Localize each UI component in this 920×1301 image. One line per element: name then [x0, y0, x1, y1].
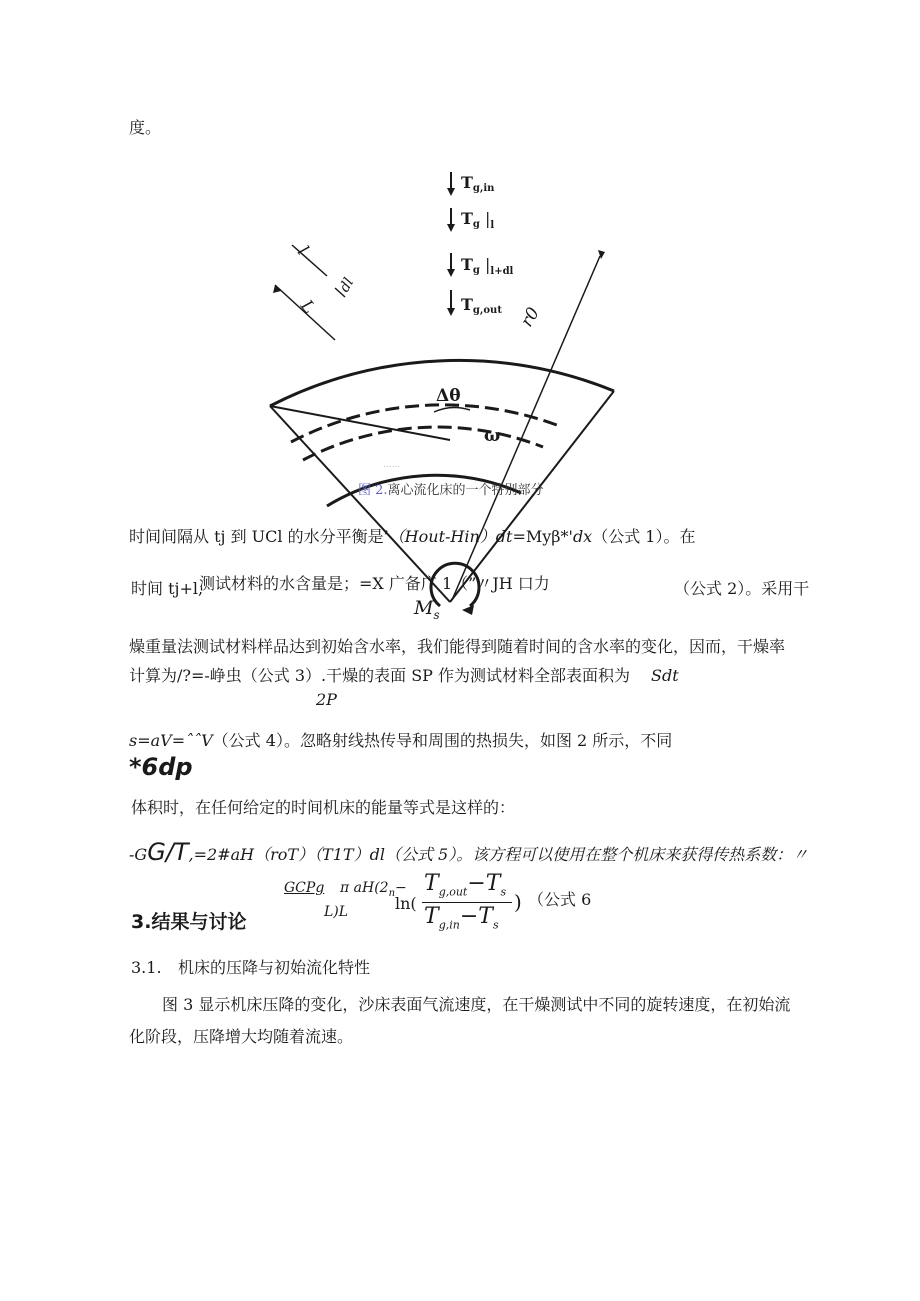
para5: 体积时，在任何给定的时间机床的能量等式是这样的：: [131, 798, 516, 817]
para3-line2a: 计算为/?=-峥虫（公式 3）.干燥的表面 SP 作为测试材料全部表面积为: [129, 666, 631, 685]
dtheta-label: Δθ: [436, 386, 461, 406]
figure-caption: [358, 481, 544, 501]
para4-b: （公式 4）。忽略射线热传导和周围的热损失，如图 2 所示，不同: [212, 731, 673, 750]
omega-label: ω: [484, 426, 501, 446]
f6-num-t1: T: [424, 871, 439, 896]
f6-den: [424, 905, 499, 937]
t-g-l-label: Tg $|_l$: [461, 209, 495, 231]
dtheta-arc: [434, 408, 470, 412]
para1-d: dx: [572, 527, 593, 546]
para2-c: （公式 2）。采用干: [674, 579, 810, 598]
ms-letter: M: [414, 597, 434, 619]
dashed-arc-ldl: [303, 427, 543, 460]
section3-heading: 3.结果与讨论: [131, 911, 247, 933]
f6-num-minus: −: [467, 871, 486, 896]
f6-mid-bottom: L)L: [324, 904, 349, 920]
section31-num: 3.1.: [131, 958, 162, 977]
para1-e: （公式 1）。在: [592, 527, 696, 546]
para4-a: s=aV=ˆˆV: [129, 731, 213, 750]
f6-den-minus: −: [459, 904, 479, 929]
para7-line1: 图 3 显示机床压降的变化，沙床表面气流速度，在干燥测试中不同的旋转速度，在初始流: [162, 995, 791, 1014]
para2-b: 测试材料的水含量是；=X 广备广 1（”〃JH 口力: [199, 574, 550, 593]
figure-fluidized-bed: [0, 160, 920, 630]
top-text: 度。: [129, 118, 162, 137]
f6-label: （公式 6: [528, 890, 592, 909]
section31-title: 机床的压降与初始流化特性: [178, 958, 371, 977]
para1: [129, 527, 695, 547]
para1-b: （Hout-Hin）dt=: [388, 527, 526, 546]
f6-num-t1-sub: g,out: [438, 885, 468, 899]
f6-den-t2: T: [478, 904, 493, 929]
f6-numerator: GCPg: [284, 880, 325, 896]
l-label: l: [293, 242, 312, 260]
para3-line1: 燥重量法测试材料样品达到初始含水率，我们能得到随着时间的含水率的变化，因而，干燥率: [129, 637, 786, 656]
para4: [129, 731, 672, 751]
figure-caption-text: 离心流化床的一个特别部分: [387, 483, 544, 498]
f6-den-t1: T: [424, 904, 439, 929]
para3-sdt: Sdt: [651, 666, 679, 685]
f6-mid-dash: −: [395, 880, 407, 896]
L-label: L: [296, 296, 319, 318]
para2-ms: [414, 598, 440, 625]
f6-close: ): [514, 890, 522, 914]
para3-2p: 2P: [316, 690, 337, 709]
t-g-in-label: Tg,in: [461, 173, 495, 194]
para1-a: 时间间隔从 tj 到 UCl 的水分平衡是’: [129, 527, 389, 546]
para6-b: G/T: [147, 838, 189, 866]
dl-label: dl: [336, 275, 358, 295]
para2-a: 时间 tj+l,: [131, 579, 204, 598]
f6-num-t2-sub: s: [500, 885, 507, 899]
l-dimension-line: [292, 245, 327, 276]
para6: [129, 838, 808, 866]
para7-line2: 化阶段，压降增大均随着流速。: [129, 1027, 354, 1046]
f6-den-t1-sub: g,in: [438, 918, 460, 932]
r0-label: r0: [517, 304, 544, 331]
f6-fraction-bar: [422, 902, 512, 903]
t-g-ldl-label: Tg $|_{l+dl}$: [461, 255, 514, 277]
ms-sub: s: [433, 607, 440, 622]
t-g-out-label: Tg,out: [461, 295, 502, 316]
f6-mid-top-a: π aH(2: [340, 880, 389, 896]
f6-mid-sub: n: [388, 887, 396, 899]
f6-den-t2-sub: s: [492, 918, 499, 932]
figure-caption-prefix: 图 2.: [358, 483, 388, 498]
figure-dots: ......: [383, 460, 401, 470]
f6-num: [424, 872, 506, 904]
para6-a: -G: [129, 845, 148, 864]
f6-ln: ln(: [395, 894, 417, 913]
para1-c: Myβ*': [525, 527, 573, 546]
big-line: *6dp: [129, 753, 193, 781]
f6-num-t2: T: [485, 871, 501, 896]
para6-c: ,=2#aH（roT）（T1T）dl（公式 5）。该方程可以使用在整个机床来获得传热系数：〃: [188, 845, 809, 864]
